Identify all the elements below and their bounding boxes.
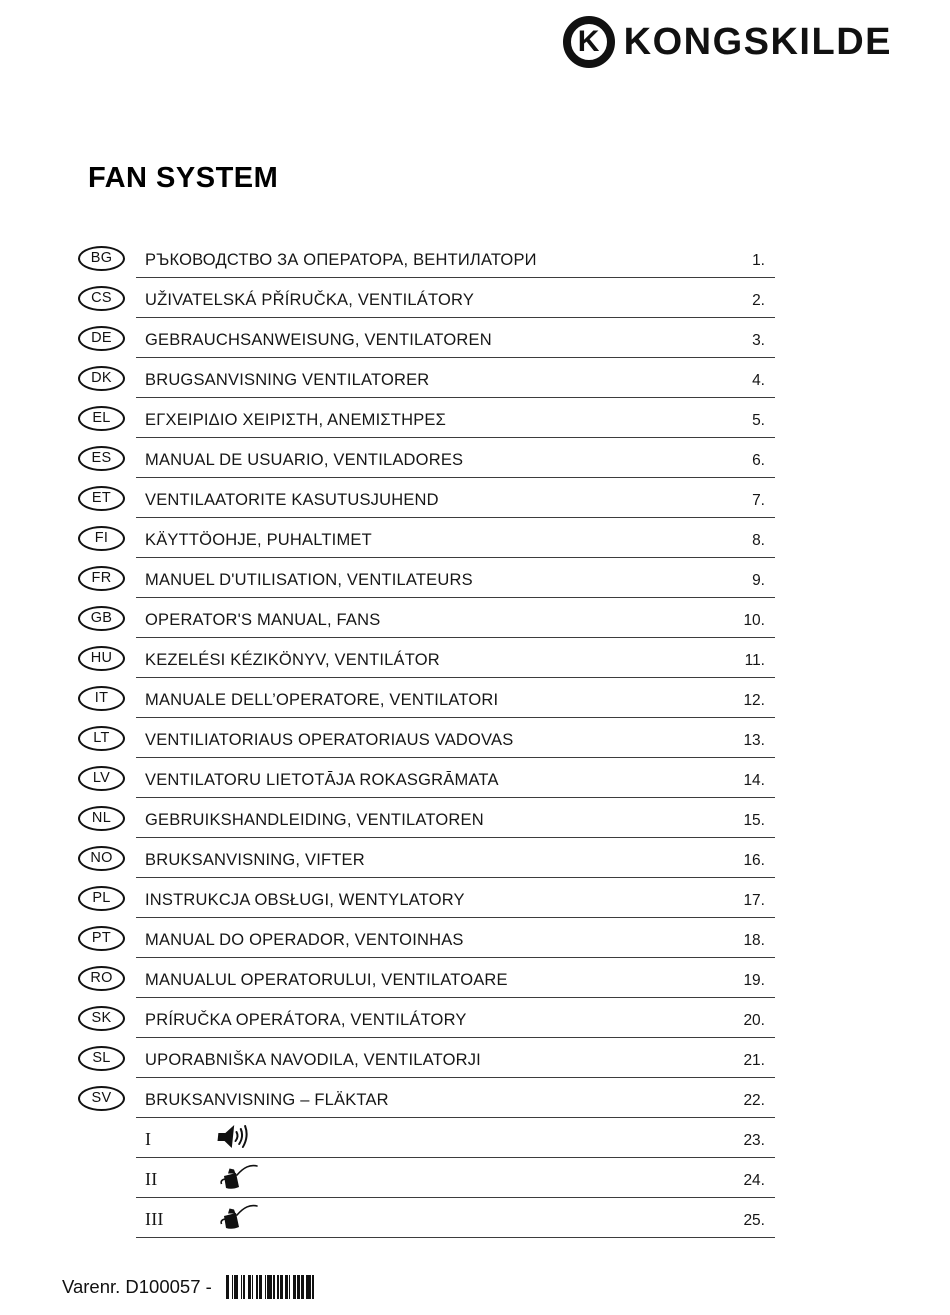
index-row <box>78 518 775 558</box>
index-row-line <box>136 798 775 838</box>
manual-title: ΕΓΧΕΙΡΙΔΙΟ ΧΕΙΡΙΣΤΗ, ΑΝΕΜΙΣΤΗΡΕΣ <box>145 411 446 429</box>
page-number: 11. <box>744 652 765 669</box>
oil-can-icon <box>217 1160 259 1190</box>
index-row-left <box>145 411 446 430</box>
language-badge: IT <box>78 686 125 711</box>
index-row-left <box>145 331 492 350</box>
language-badge-column <box>78 838 136 878</box>
manual-title: VENTILATORU LIETOTĀJA ROKASGRĀMATA <box>145 771 499 789</box>
index-row-line <box>136 398 775 438</box>
manual-title: UŽIVATELSKÁ PŘÍRUČKA, VENTILÁTORY <box>145 291 475 309</box>
language-badge: BG <box>78 246 125 271</box>
index-row <box>78 718 775 758</box>
language-badge: LV <box>78 766 125 791</box>
language-badge-column <box>78 718 136 758</box>
manual-title: UPORABNIŠKA NAVODILA, VENTILATORJI <box>145 1051 481 1069</box>
page-number: 5. <box>752 412 765 429</box>
index-row <box>78 318 775 358</box>
language-badge-column <box>78 758 136 798</box>
page-number: 1. <box>752 252 765 269</box>
language-badge: FR <box>78 566 125 591</box>
index-row <box>78 598 775 638</box>
index-row-left <box>145 931 464 950</box>
index-row-left <box>145 291 474 310</box>
manual-title: BRUKSANVISNING, VIFTER <box>145 851 365 869</box>
index-row <box>78 398 775 438</box>
index-row-line <box>136 558 775 598</box>
language-badge-column <box>78 398 136 438</box>
index-row-left <box>145 1200 259 1230</box>
index-row-line <box>136 1198 775 1238</box>
index-row-line <box>136 918 775 958</box>
index-row <box>78 798 775 838</box>
language-index <box>78 238 775 1238</box>
language-badge-column <box>78 318 136 358</box>
index-row <box>78 918 775 958</box>
footer <box>62 1275 314 1299</box>
index-row-line <box>136 1118 775 1158</box>
language-badge-column <box>78 598 136 638</box>
index-row-line <box>136 478 775 518</box>
language-badge-column <box>78 278 136 318</box>
index-row <box>78 638 775 678</box>
index-row <box>78 878 775 918</box>
page-number: 14. <box>743 772 765 789</box>
index-row <box>78 478 775 518</box>
index-row <box>78 438 775 478</box>
language-badge: LT <box>78 726 125 751</box>
page-number: 15. <box>743 812 765 829</box>
index-row <box>78 238 775 278</box>
language-badge-column <box>78 678 136 718</box>
index-row-line <box>136 1158 775 1198</box>
index-row-left <box>145 971 508 990</box>
index-row-left <box>145 891 465 910</box>
manual-title: OPERATOR'S MANUAL, FANS <box>145 611 381 629</box>
kongskilde-logo-icon: K <box>563 16 615 68</box>
index-row-line <box>136 838 775 878</box>
language-badge-column <box>78 1078 136 1118</box>
brand-name: KONGSKILDE <box>623 21 892 63</box>
manual-title: MANUEL D'UTILISATION, VENTILATEURS <box>145 571 473 589</box>
page-number: 13. <box>743 732 765 749</box>
manual-title: MANUALE DELL’OPERATORE, VENTILATORI <box>145 691 499 709</box>
index-row-line <box>136 878 775 918</box>
index-row <box>78 1198 775 1238</box>
index-row <box>78 358 775 398</box>
index-row-line <box>136 598 775 638</box>
page-number: 6. <box>752 452 765 469</box>
index-row-line <box>136 318 775 358</box>
manual-title: РЪКОВОДСТВО ЗА ОПЕРАТОРА, ВЕНТИЛАТОРИ <box>145 251 537 269</box>
barcode <box>226 1275 314 1299</box>
index-row-left <box>145 731 513 750</box>
index-row-line <box>136 998 775 1038</box>
page-number: 19. <box>743 972 765 989</box>
page-number: 12. <box>743 692 765 709</box>
index-row-left <box>145 811 484 830</box>
index-row <box>78 1118 775 1158</box>
index-row <box>78 1158 775 1198</box>
index-row-line <box>136 678 775 718</box>
page-number: 4. <box>752 372 765 389</box>
index-row <box>78 278 775 318</box>
index-row-line <box>136 1078 775 1118</box>
index-row-left <box>145 531 372 550</box>
page-number: 17. <box>743 892 765 909</box>
manual-title: MANUAL DE USUARIO, VENTILADORES <box>145 451 464 469</box>
index-row-line <box>136 638 775 678</box>
index-row-left <box>145 1160 259 1190</box>
language-badge-column <box>78 1198 136 1238</box>
index-row-left <box>145 1123 253 1150</box>
language-badge: SK <box>78 1006 125 1031</box>
index-row-left <box>145 251 537 270</box>
index-row-line <box>136 758 775 798</box>
language-badge: PT <box>78 926 125 951</box>
language-badge: NO <box>78 846 125 871</box>
manual-title: PRÍRUČKA OPERÁTORA, VENTILÁTORY <box>145 1011 467 1029</box>
language-badge-column <box>78 238 136 278</box>
language-badge-column <box>78 798 136 838</box>
manual-title: VENTILIATORIAUS OPERATORIAUS VADOVAS <box>145 731 514 749</box>
index-row-left <box>145 371 429 390</box>
language-badge-column <box>78 958 136 998</box>
index-row-left <box>145 611 380 630</box>
language-badge-column <box>78 878 136 918</box>
manual-title: GEBRAUCHSANWEISUNG, VENTILATOREN <box>145 331 492 349</box>
language-badge: ET <box>78 486 125 511</box>
index-row-line <box>136 358 775 398</box>
manual-title: GEBRUIKSHANDLEIDING, VENTILATOREN <box>145 811 484 829</box>
section-numeral: I <box>145 1129 152 1149</box>
section-numeral: III <box>145 1209 164 1229</box>
page-title: FAN SYSTEM <box>88 162 279 194</box>
language-badge-column <box>78 638 136 678</box>
index-row <box>78 758 775 798</box>
index-row-line <box>136 238 775 278</box>
language-badge: DE <box>78 326 125 351</box>
speaker-icon <box>217 1123 253 1150</box>
language-badge: SV <box>78 1086 125 1111</box>
language-badge: HU <box>78 646 125 671</box>
language-badge-column <box>78 1158 136 1198</box>
page-number: 2. <box>752 292 765 309</box>
language-badge: PL <box>78 886 125 911</box>
index-row-line <box>136 718 775 758</box>
index-row <box>78 1078 775 1118</box>
language-badge-column <box>78 518 136 558</box>
section-numeral: II <box>145 1169 158 1189</box>
language-badge: SL <box>78 1046 125 1071</box>
index-row <box>78 1038 775 1078</box>
page-number: 7. <box>752 492 765 509</box>
language-badge: EL <box>78 406 125 431</box>
manual-title: INSTRUKCJA OBSŁUGI, WENTYLATORY <box>145 891 465 909</box>
index-row-line <box>136 958 775 998</box>
language-badge-column <box>78 1038 136 1078</box>
page-number: 25. <box>743 1212 765 1229</box>
page-number: 18. <box>743 932 765 949</box>
index-row-left <box>145 451 463 470</box>
index-row <box>78 558 775 598</box>
language-badge-column <box>78 478 136 518</box>
language-badge: RO <box>78 966 125 991</box>
page-number: 16. <box>743 852 765 869</box>
page-number: 21. <box>743 1052 765 1069</box>
index-row-left <box>145 1051 481 1070</box>
index-row <box>78 958 775 998</box>
page-number: 23. <box>743 1132 765 1149</box>
language-badge-column <box>78 438 136 478</box>
index-row-line <box>136 278 775 318</box>
part-number: Varenr. D100057 - <box>62 1276 212 1297</box>
page-number: 3. <box>752 332 765 349</box>
manual-title: BRUGSANVISNING VENTILATORER <box>145 371 430 389</box>
manual-title: VENTILAATORITE KASUTUSJUHEND <box>145 491 439 509</box>
language-badge: FI <box>78 526 125 551</box>
index-row-left <box>145 571 473 590</box>
language-badge-column <box>78 558 136 598</box>
manual-title: MANUAL DO OPERADOR, VENTOINHAS <box>145 931 464 949</box>
page-number: 22. <box>743 1092 765 1109</box>
language-badge-column <box>78 998 136 1038</box>
index-row <box>78 838 775 878</box>
index-row-left <box>145 691 498 710</box>
manual-title: BRUKSANVISNING – FLÄKTAR <box>145 1091 389 1109</box>
language-badge-column <box>78 918 136 958</box>
page-number: 8. <box>752 532 765 549</box>
manual-title: KÄYTTÖOHJE, PUHALTIMET <box>145 531 372 549</box>
index-row-line <box>136 1038 775 1078</box>
index-row-left <box>145 771 499 790</box>
kongskilde-logo <box>563 16 892 68</box>
oil-can-icon <box>217 1200 259 1230</box>
manual-title: KEZELÉSI KÉZIKÖNYV, VENTILÁTOR <box>145 651 440 669</box>
page-number: 9. <box>752 572 765 589</box>
index-row-left <box>145 1011 467 1030</box>
language-badge-column <box>78 1118 136 1158</box>
index-row <box>78 678 775 718</box>
manual-title: MANUALUL OPERATORULUI, VENTILATOARE <box>145 971 508 989</box>
language-badge: CS <box>78 286 125 311</box>
page-number: 24. <box>743 1172 765 1189</box>
language-badge-column <box>78 358 136 398</box>
index-row-left <box>145 851 365 870</box>
language-badge: DK <box>78 366 125 391</box>
index-row <box>78 998 775 1038</box>
index-row-left <box>145 651 440 670</box>
language-badge: NL <box>78 806 125 831</box>
index-row-left <box>145 491 439 510</box>
language-badge: GB <box>78 606 125 631</box>
index-row-line <box>136 438 775 478</box>
index-row-left <box>145 1091 389 1110</box>
language-badge: ES <box>78 446 125 471</box>
page-number: 10. <box>743 612 765 629</box>
index-row-line <box>136 518 775 558</box>
page-number: 20. <box>743 1012 765 1029</box>
